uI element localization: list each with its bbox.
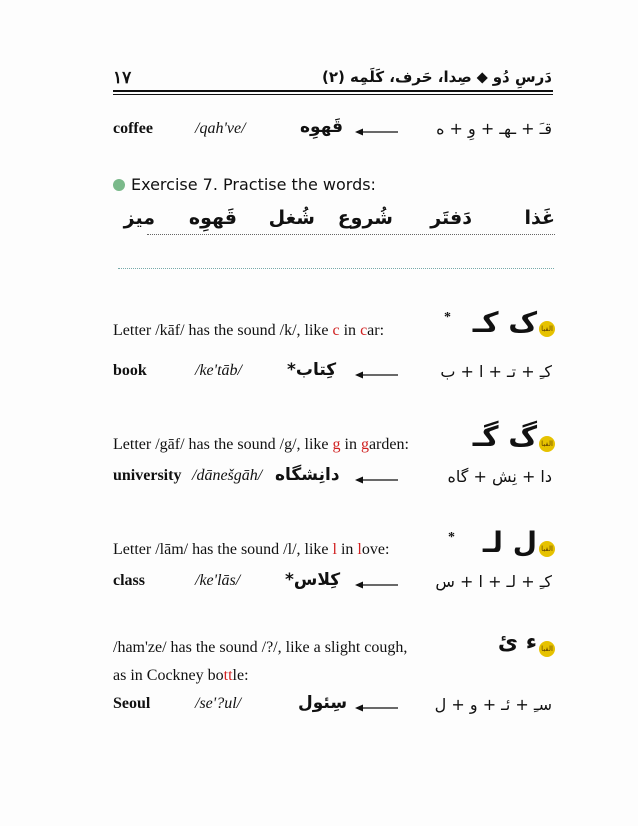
pronunciation: /se'?ul/ <box>195 695 242 712</box>
english-word: coffee <box>113 120 153 137</box>
practice-word: غَذا <box>524 207 555 229</box>
persian-word: دانِشگاه <box>275 465 340 485</box>
exercise-heading <box>113 175 376 194</box>
header-rule-thin <box>113 94 553 95</box>
letter-parts: سـِ + ئـ + و + ل <box>434 695 552 714</box>
dotted-separator <box>118 268 554 269</box>
english-word: university <box>113 467 182 484</box>
arrow-left-icon <box>355 703 399 713</box>
exercise-title: Exercise 7. Practise the words: <box>131 175 376 194</box>
persian-word: کِتاب* <box>287 360 337 380</box>
alphabet-badge-icon: الفبا <box>539 436 555 452</box>
header-rule <box>113 90 553 92</box>
pronunciation: /qah've/ <box>195 120 246 137</box>
lesson-title: دَرسِ دُو ⬥ صِدا، حَرف، کَلَمِه (۲) <box>321 68 552 86</box>
english-word: class <box>113 572 145 589</box>
letter-parts: کـِ + لـ + ا + س <box>435 572 552 591</box>
hamze-example: as in Cockney bottle: <box>113 667 249 684</box>
alphabet-badge-icon: الفبا <box>539 541 555 557</box>
practice-word: شُغل <box>268 207 315 229</box>
hamze-sentence: /ham'ze/ has the sound /?/, like a slight cough, <box>113 639 408 656</box>
page-number: ۱۷ <box>113 68 132 87</box>
english-word: book <box>113 362 147 379</box>
kaf-sentence: Letter /kāf/ has the sound /k/, like c in car: <box>113 322 385 339</box>
practice-word: شُروع <box>337 207 393 229</box>
arrow-left-icon <box>355 475 399 485</box>
arrow-left-icon <box>355 580 399 590</box>
letter-parts: قـَ + ـهـ + وِ + ه <box>436 119 552 138</box>
practice-word: دَفتَر <box>430 207 472 229</box>
persian-word: کِلاس* <box>285 570 341 590</box>
letter-parts: دا + نِش + گاه <box>447 467 552 486</box>
lam-sentence: Letter /lām/ has the sound /l/, like l in love: <box>113 541 390 558</box>
pronunciation: /ke'lās/ <box>195 572 241 589</box>
letter-forms-lam: ل لـ <box>482 526 537 559</box>
asterisk: * <box>444 310 451 325</box>
pronunciation: /ke'tāb/ <box>195 362 242 379</box>
arrow-left-icon <box>355 127 399 137</box>
pronunciation: /dānešgāh/ <box>192 467 263 484</box>
persian-word: قَهوِه <box>300 117 344 137</box>
bullet-icon <box>113 179 125 191</box>
asterisk: * <box>448 530 455 545</box>
arrow-left-icon <box>355 370 399 380</box>
practice-word: قَهوِه <box>188 207 237 229</box>
dotted-writing-line <box>147 233 555 235</box>
persian-word: سِئول <box>298 693 348 713</box>
alphabet-badge-icon: الفبا <box>539 321 555 337</box>
alphabet-badge-icon: الفبا <box>539 641 555 657</box>
letter-forms-gaf: گ گـ <box>472 420 537 453</box>
gaf-sentence: Letter /gāf/ has the sound /g/, like g in garden: <box>113 436 409 453</box>
practice-words <box>113 205 555 245</box>
letter-forms-hamze: ء ئ <box>497 630 537 655</box>
english-word: Seoul <box>113 695 151 712</box>
letter-parts: کـِ + تـ + ا + ب <box>440 362 552 381</box>
letter-forms-kaf: ک کـ <box>472 306 537 339</box>
practice-word: میز <box>123 207 155 229</box>
